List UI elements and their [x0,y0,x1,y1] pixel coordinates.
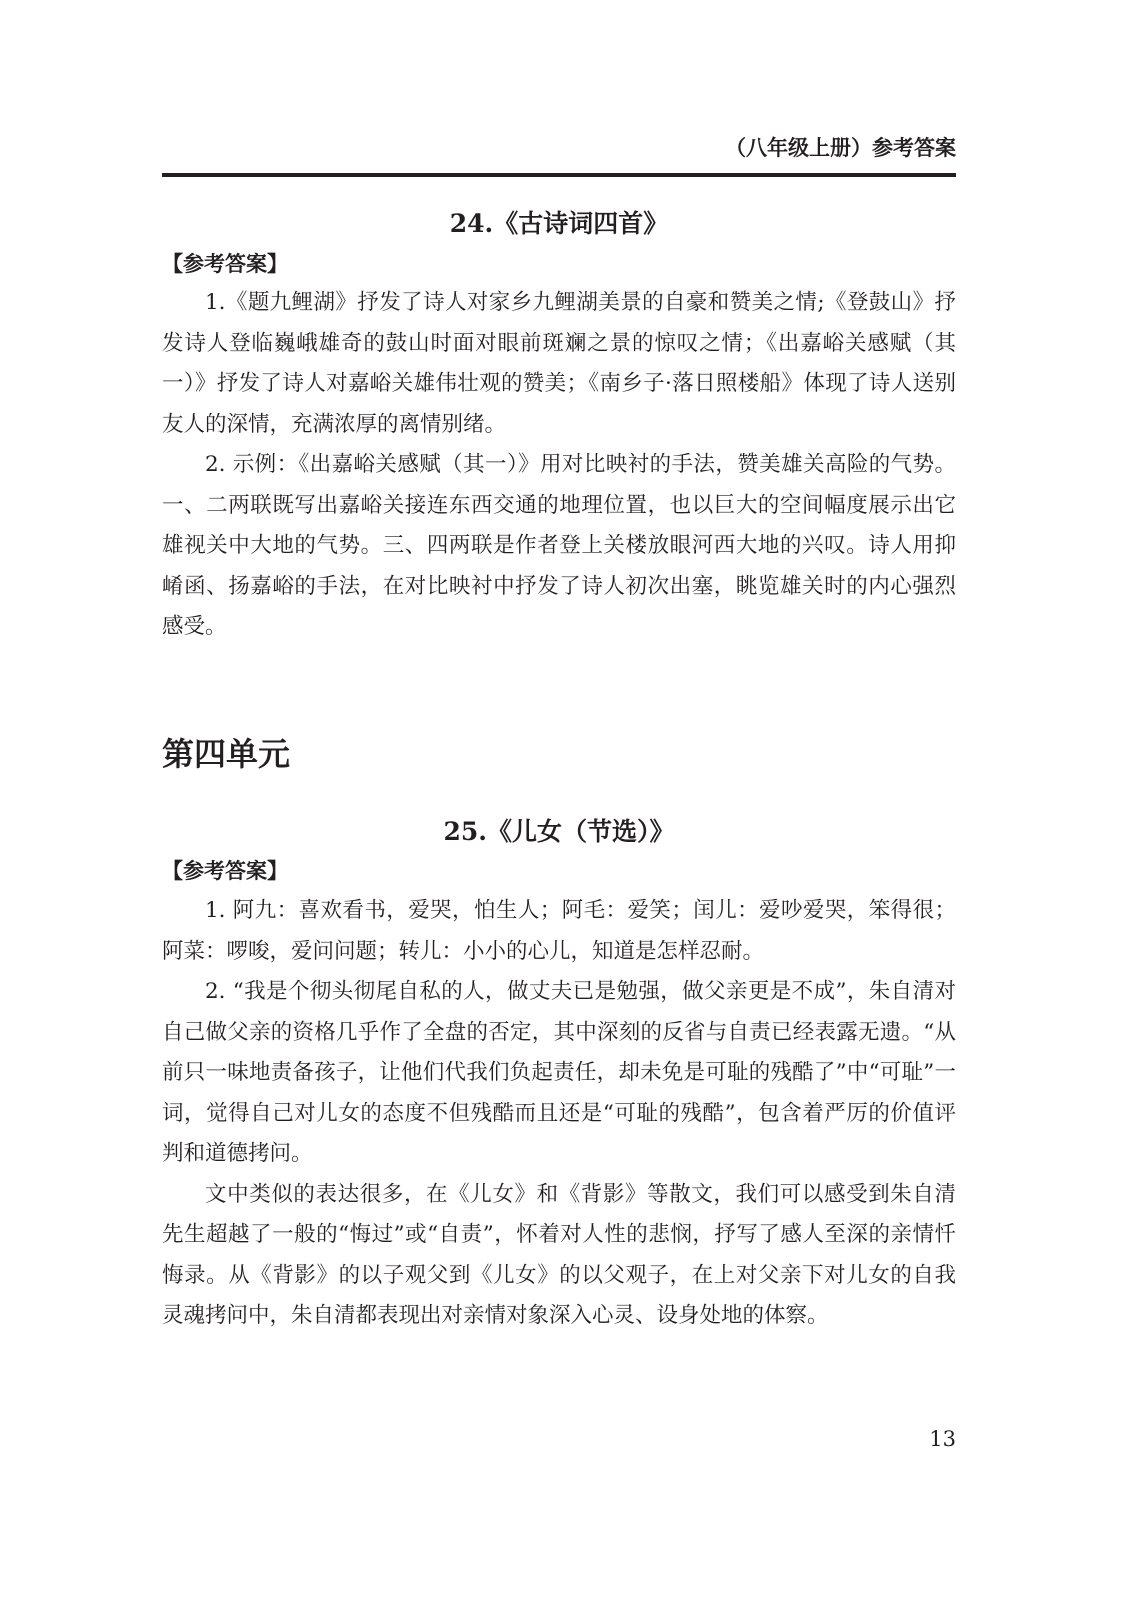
section-25-answer-body [162,891,956,1337]
section-25-answer-label: 【参考答案】 [162,859,288,883]
section-24-title: 24.《古诗词四首》 [449,209,669,238]
section-25-paragraph: 1. 阿九：喜欢看书，爱哭，怕生人；阿毛：爱笑；闰儿：爱吵爱哭，笨得很；阿菜：啰唆，爱问问题；转儿：小小的心儿，知道是怎样忍耐。 [162,898,956,964]
unit-title: 第四单元 [162,735,291,773]
section-24-paragraph: 2. 示例：《出嘉峪关感赋（其一）》用对比映衬的手法，赞美雄关高险的气势。一、二两联既写出嘉峪关接连东西交通的地理位置，也以巨大的空间幅度展示出它雄视关中大地的气势。三、四两联是作者登上关楼放眼河西大地的兴叹。诗人用抑崤函、扬嘉峪的手法，在对比映衬中抒发了诗人初次出塞，眺览雄关时的内心强烈感受。 [162,452,956,639]
running-header: （八年级上册）参考答案 [725,136,956,160]
section-25-paragraph: 2. “我是个彻头彻尾自私的人，做丈夫已是勉强，做父亲更是不成”，朱自清对自己做父亲的资格几乎作了全盘的否定，其中深刻的反省与自责已经表露无遗。“从前只一味地责备孩子，让他们代我们负起责任，却未免是可耻的残酷了”中“可耻”一词，觉得自己对儿女的态度不但残酷而且还是“可耻的残酷”，包含着严厉的价值评判和道德拷问。 [162,979,956,1166]
section-25-title: 25.《儿女（节选）》 [443,817,675,846]
section-24-paragraph: 1.《题九鲤湖》抒发了诗人对家乡九鲤湖美景的自豪和赞美之情;《登鼓山》抒发诗人登临巍峨雄奇的鼓山时面对眼前斑斓之景的惊叹之情；《出嘉峪关感赋（其一）》抒发了诗人对嘉峪关雄伟壮观的赞美；《南乡子·落日照楼船》体现了诗人送别友人的深情，充满浓厚的离情别绪。 [162,290,956,437]
page-number: 13 [929,1427,956,1451]
section-24-answer-label: 【参考答案】 [162,252,288,276]
section-25-paragraph: 文中类似的表达很多，在《儿女》和《背影》等散文，我们可以感受到朱自清先生超越了一般的“悔过”或“自责”，怀着对人性的悲悯，抒写了感人至深的亲情忏悔录。从《背影》的以子观父到《儿女》的以父观子，在上对父亲下对儿女的自我灵魂拷问中，朱自清都表现出对亲情对象深入心灵、设身处地的体察。 [162,1181,956,1328]
section-24-answer-body [162,283,956,648]
header-rule [162,173,956,177]
